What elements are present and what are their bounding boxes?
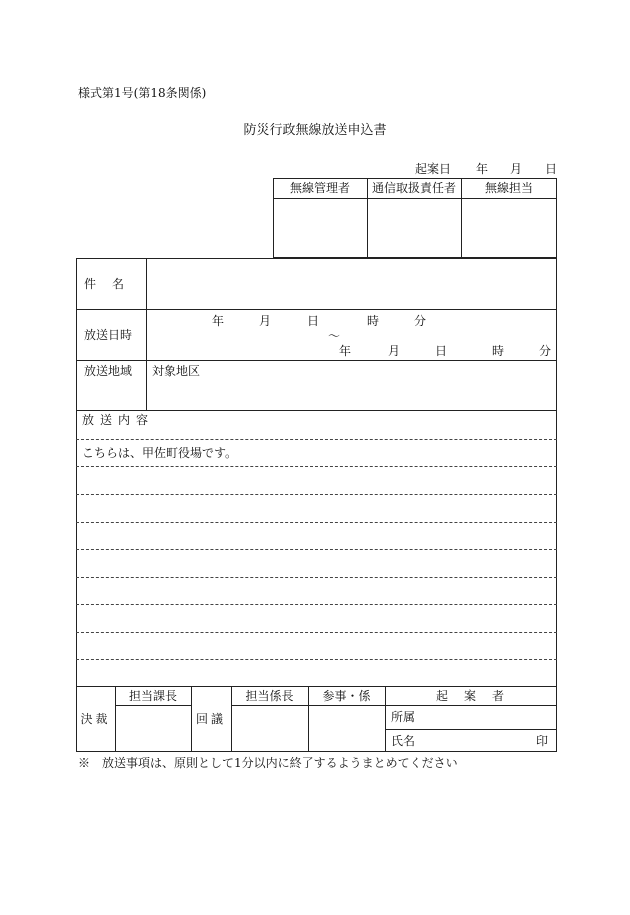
content-line: [76, 659, 557, 660]
content-label: 放送内容: [82, 413, 155, 427]
content-line: [76, 604, 557, 605]
draft-day: 日: [545, 162, 558, 176]
subject-label: 件 名: [84, 277, 127, 291]
end-day: 日: [435, 344, 448, 358]
start-minute: 分: [414, 314, 427, 328]
target-district-field[interactable]: [147, 378, 556, 409]
content-line: [76, 577, 557, 578]
end-minute: 分: [539, 344, 552, 358]
footnote: ※ 放送事項は、原則として1分以内に終了するようまとめてください: [78, 756, 458, 770]
content-line-text[interactable]: こちらは、甲佐町役場です。: [82, 446, 238, 460]
sub-chief-stamp[interactable]: [232, 706, 308, 751]
draft-month: 月: [510, 162, 523, 176]
kaigi-label: 回議: [195, 712, 226, 726]
area-label: 放送地域: [84, 364, 133, 378]
form-number: 様式第1号(第18条関係): [78, 86, 207, 100]
approval-header-comm-officer: 通信取扱責任者: [371, 181, 456, 195]
form-title: 防災行政無線放送申込書: [243, 123, 387, 138]
affiliation-label: 所属: [391, 710, 416, 724]
approval-stamp-area-2[interactable]: [368, 198, 461, 258]
start-month: 月: [259, 314, 272, 328]
approval-stamp-area-3[interactable]: [462, 198, 557, 258]
start-day: 日: [307, 314, 320, 328]
name-label: 氏名: [391, 734, 416, 748]
councilor-stamp[interactable]: [309, 706, 385, 751]
end-hour: 時: [492, 344, 505, 358]
content-line: [76, 466, 557, 467]
seal-label: 印: [536, 734, 549, 748]
approval-header-radio-manager: 無線管理者: [289, 181, 350, 195]
row-divider-subject: [76, 309, 557, 310]
row-divider-area: [76, 410, 557, 411]
approval-header-radio-staff: 無線担当: [484, 181, 533, 195]
draft-year: 年: [476, 162, 489, 176]
start-year: 年: [212, 314, 225, 328]
affiliation-field[interactable]: [420, 706, 556, 728]
name-field[interactable]: [420, 730, 530, 751]
drafter-header: 起 案 者: [435, 689, 506, 703]
sub-chief-header: 担当係長: [245, 689, 294, 703]
content-line: [76, 549, 557, 550]
content-line: [76, 439, 557, 440]
councilor-header: 参事・係: [322, 689, 371, 703]
content-line: [76, 632, 557, 633]
approval-stamp-area-1[interactable]: [273, 198, 368, 258]
end-year: 年: [339, 344, 352, 358]
start-hour: 時: [367, 314, 380, 328]
target-district-label: 対象地区: [152, 364, 201, 378]
end-month: 月: [388, 344, 401, 358]
draft-date-label: 起案日: [415, 162, 452, 176]
subject-field[interactable]: [147, 259, 556, 309]
kessai-label: 決裁: [80, 712, 111, 726]
section-chief-stamp[interactable]: [116, 706, 191, 751]
content-line: [76, 494, 557, 495]
row-divider-datetime: [76, 360, 557, 361]
broadcast-datetime-label: 放送日時: [84, 328, 133, 342]
section-chief-header: 担当課長: [128, 689, 177, 703]
content-line: [76, 522, 557, 523]
range-tilde: ～: [328, 329, 341, 343]
